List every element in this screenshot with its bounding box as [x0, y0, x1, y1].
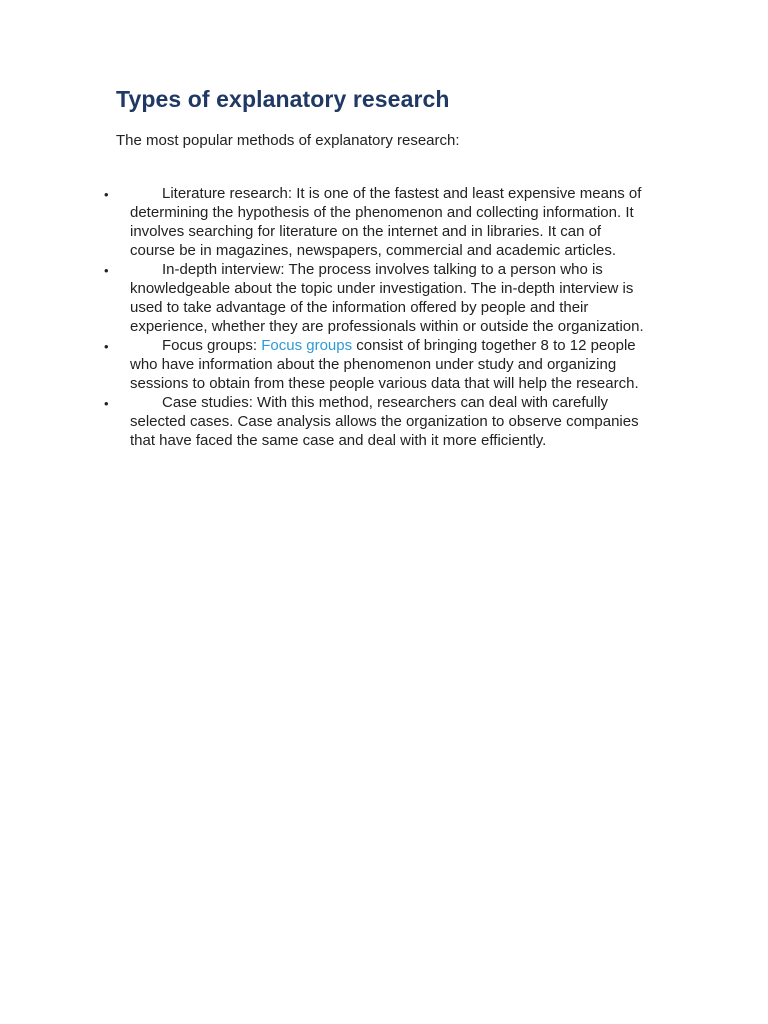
bullet-icon: • [104, 396, 109, 411]
list-item-text: In-depth interview: The process involves talking to a person who is knowledgeable about the topic under investigation. The in-depth interview is used to take advantage of the information offered by people and their experience, whether they are professionals within or outside the organization. [130, 261, 644, 335]
list-item-in-depth-interview [0, 260, 650, 336]
list-item-text: Case studies: With this method, researchers can deal with carefully selected cases. Case analysis allows the organization to observe companies that have faced the same case and deal with it more efficiently. [130, 394, 639, 449]
page-title: Types of explanatory research [116, 86, 450, 112]
methods-list [0, 184, 768, 450]
list-item-suffix: consist of bringing together 8 to 12 people who have information about the phenomenon under study and organizing sessions to obtain from these people various data that will help the research. [130, 337, 639, 392]
intro-paragraph: The most popular methods of explanatory research: [116, 132, 460, 149]
list-item-text: Literature research: It is one of the fastest and least expensive means of determining the hypothesis of the phenomenon and collecting information. It involves searching for literature on the internet and in libraries. It can of course be in magazines, newspapers, commercial and academic articles. [130, 185, 642, 259]
list-item-focus-groups [0, 336, 650, 393]
bullet-icon: • [104, 339, 109, 354]
bullet-icon: • [104, 263, 109, 278]
list-item-literature-research [0, 184, 650, 260]
bullet-icon: • [104, 187, 109, 202]
list-item-case-studies [0, 393, 650, 450]
focus-groups-link[interactable]: Focus groups [261, 337, 353, 354]
list-item-prefix: Focus groups: [162, 337, 262, 354]
